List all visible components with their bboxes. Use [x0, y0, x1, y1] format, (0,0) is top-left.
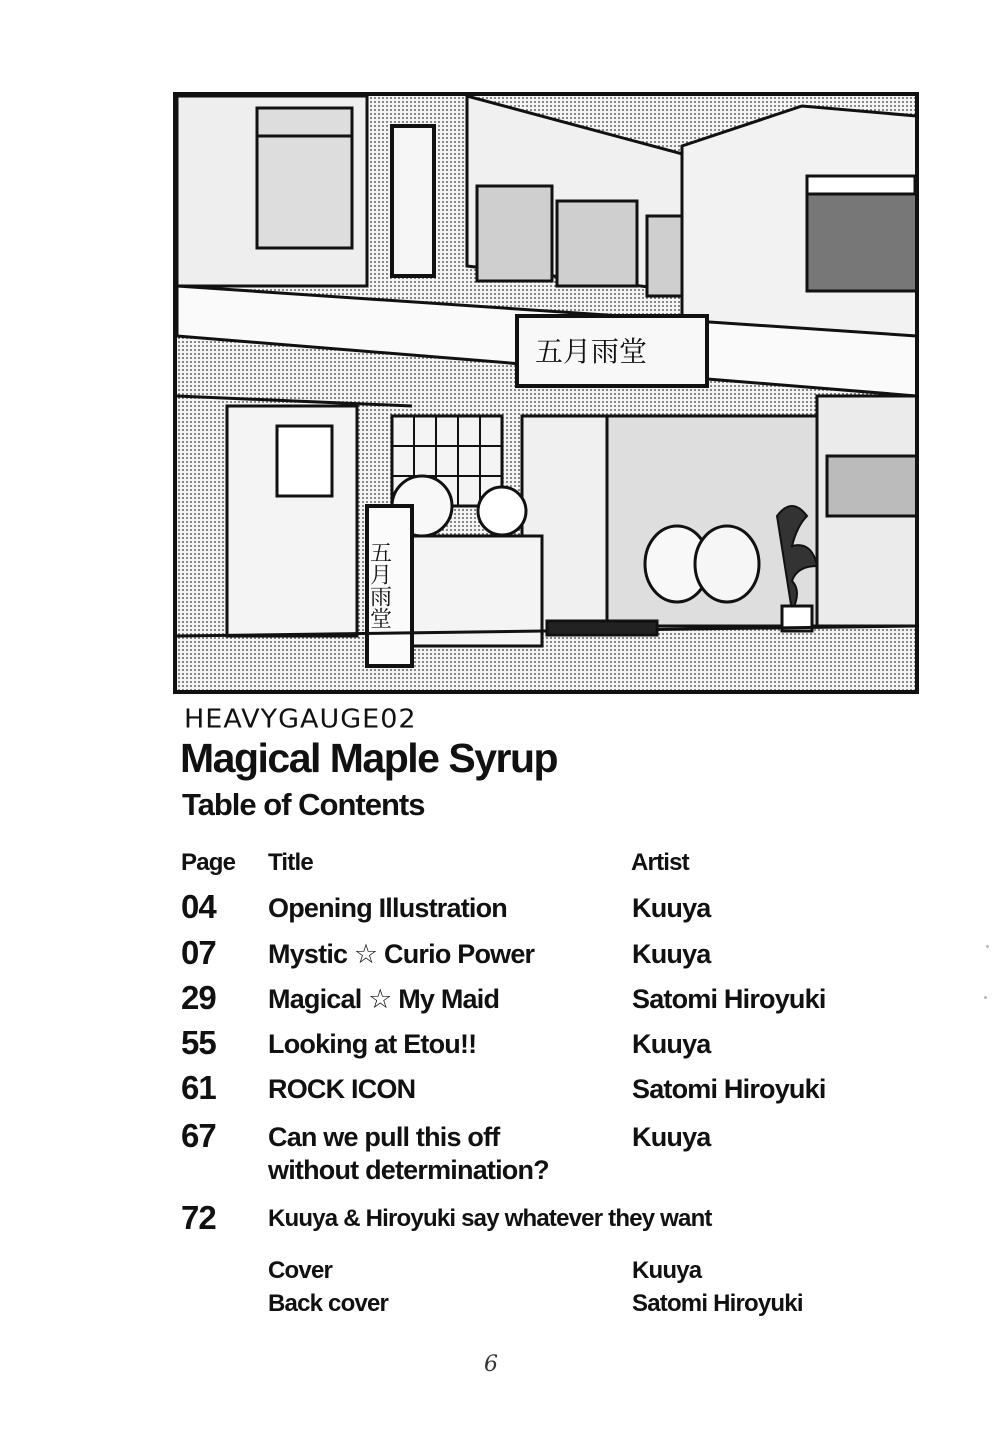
- toc-entry-artist: Satomi Hiroyuki: [632, 984, 826, 1014]
- svg-text:五月雨堂: 五月雨堂: [535, 335, 648, 368]
- toc-entry-title: Kuuya & Hiroyuki say whatever they want: [268, 1205, 712, 1232]
- extra-title-back-cover: Back cover: [268, 1290, 389, 1317]
- extra-artist-back-cover: Satomi Hiroyuki: [632, 1290, 803, 1317]
- toc-entry-title: Mystic ☆ Curio Power: [268, 939, 535, 969]
- toc-page-number: 04: [181, 888, 216, 925]
- column-header-page: Page: [181, 849, 236, 876]
- series-name: HEAVYGAUGE02: [184, 704, 417, 735]
- column-header-artist: Artist: [631, 849, 689, 876]
- toc-entry-artist: Kuuya: [632, 939, 711, 969]
- scan-speck: [986, 945, 989, 948]
- toc-entry-title: Opening Illustration: [268, 893, 507, 923]
- toc-page-number: 61: [181, 1069, 216, 1106]
- toc-entry-artist: Kuuya: [632, 1029, 711, 1059]
- toc-page-number: 55: [181, 1024, 216, 1061]
- toc-entry-title-line2: without determination?: [268, 1155, 549, 1185]
- toc-page-number: 29: [181, 979, 216, 1016]
- toc-entry-title: Magical ☆ My Maid: [268, 984, 500, 1014]
- toc-entry-title-line1: Can we pull this off: [268, 1122, 500, 1152]
- extra-title-cover: Cover: [268, 1257, 333, 1284]
- toc-title: Table of Contents: [182, 787, 425, 822]
- scan-speck: [984, 996, 987, 999]
- toc-entry-artist: Kuuya: [632, 1122, 711, 1152]
- toc-entry-artist: Satomi Hiroyuki: [632, 1074, 826, 1104]
- toc-page-number: 72: [181, 1199, 216, 1236]
- toc-entry-title: ROCK ICON: [268, 1074, 416, 1104]
- toc-entry-title: Looking at Etou!!: [268, 1029, 477, 1059]
- toc-page-number: 07: [181, 934, 216, 971]
- toc-entry-artist: Kuuya: [632, 893, 711, 923]
- toc-page-number: 67: [181, 1117, 216, 1154]
- extra-artist-cover: Kuuya: [632, 1257, 702, 1284]
- page-number: 6: [484, 1352, 498, 1377]
- svg-text:五月雨堂: 五月雨堂: [366, 541, 392, 629]
- column-header-title: Title: [268, 849, 313, 876]
- book-title: Magical Maple Syrup: [180, 735, 558, 781]
